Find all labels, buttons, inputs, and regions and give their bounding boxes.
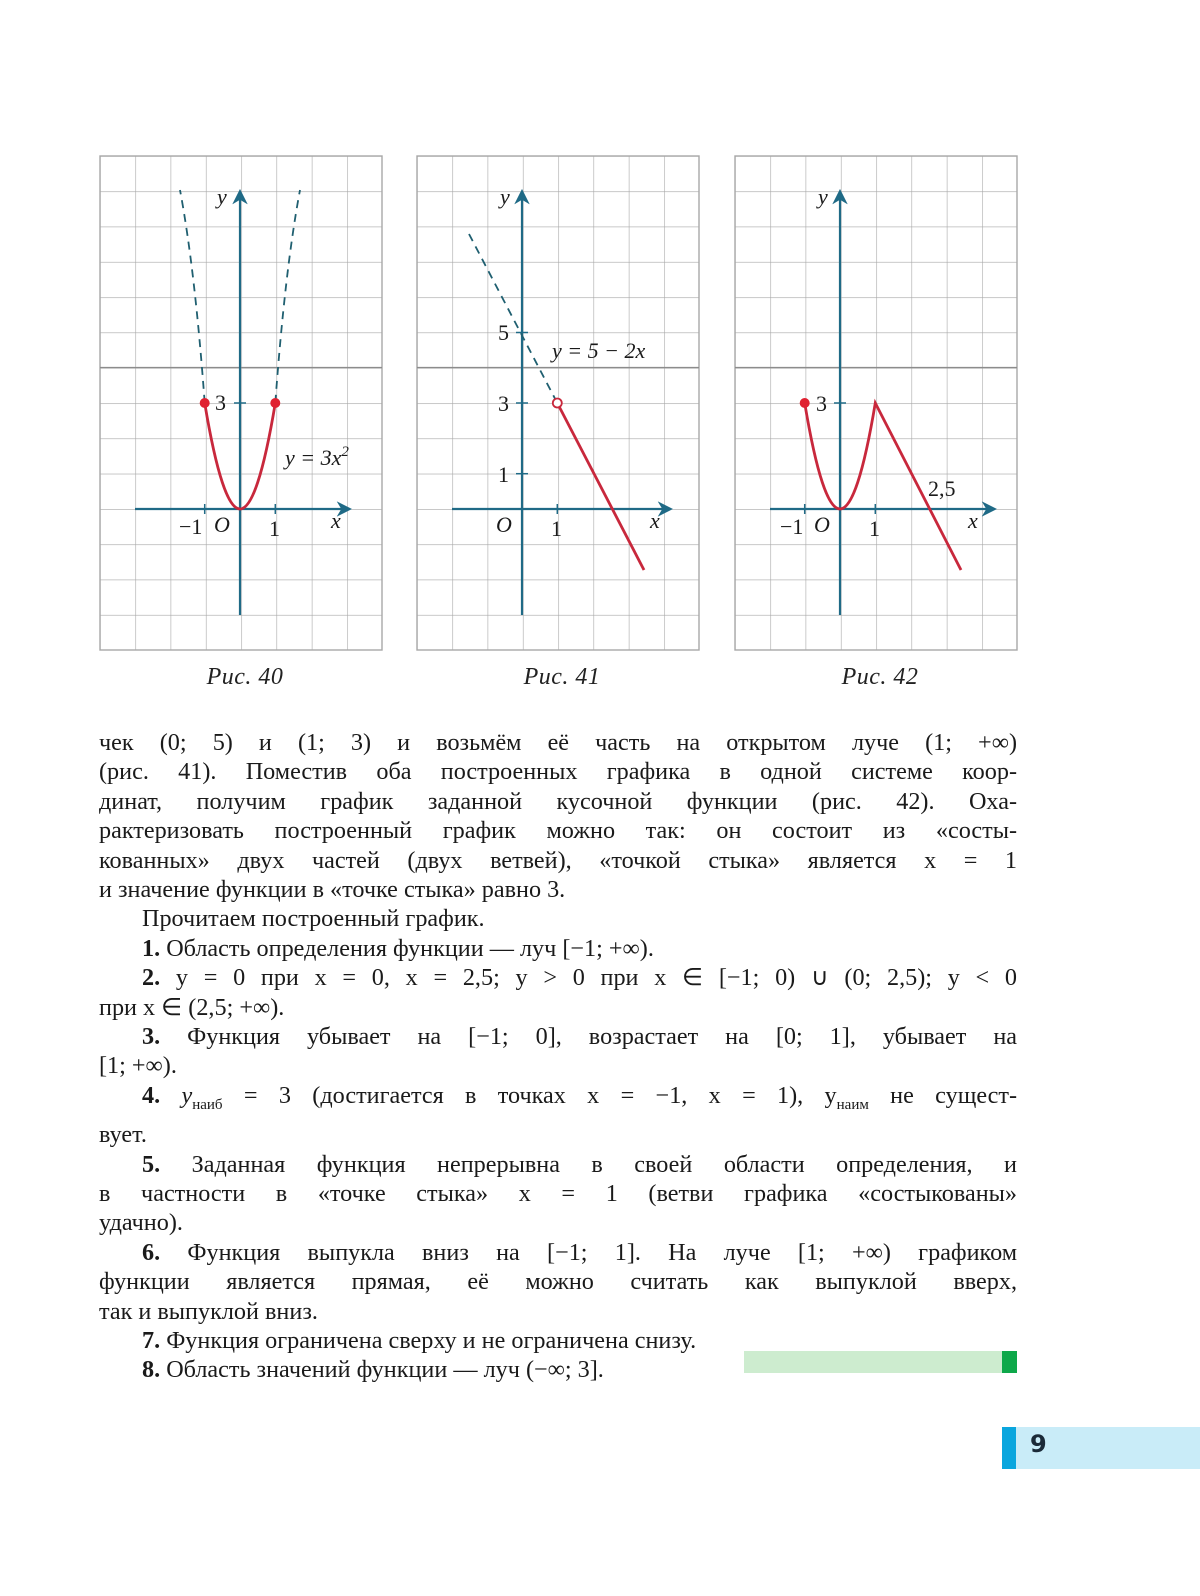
tick-label-y3: 3 — [816, 391, 827, 416]
tick-label-y3: 3 — [215, 390, 226, 415]
x-axis-label: x — [968, 508, 978, 533]
open-point — [553, 399, 562, 408]
endpoint-left — [200, 398, 210, 408]
figure-41-graph — [412, 150, 712, 660]
list-item-2-cont: при x ∈ (2,5; +∞). — [99, 993, 285, 1021]
tick-label-x1: 1 — [869, 516, 880, 541]
tick-label-x1: 1 — [269, 516, 280, 541]
formula-label: $y = 3x^2$ — [285, 444, 349, 470]
read-intro: Прочитаем построенный график. — [142, 905, 485, 933]
page-number-tab-edge — [1002, 1427, 1016, 1469]
figure-40-graph — [95, 150, 395, 660]
figure-41 — [412, 150, 712, 660]
origin-label: O — [814, 512, 830, 537]
list-item-8: 8. Область значений функции — луч (−∞; 3]. — [142, 1356, 604, 1384]
list-item-3: 3. Функция убывает на [−1; 0], возрастает на [0; 1], убывает на — [142, 1023, 1017, 1051]
section-end-bar — [744, 1351, 1002, 1373]
list-item-7: 7. Функция ограничена сверху и не ограничена снизу. — [142, 1326, 697, 1354]
list-item-5-cont: удачно). — [99, 1209, 183, 1237]
page-number: 9 — [1030, 1430, 1047, 1458]
text-line: чек (0; 5) и (1; 3) и возьмём её часть на открытом луче (1; +∞) — [99, 729, 1017, 756]
list-item-6: 6. Функция выпукла вниз на [−1; 1]. На луче [1; +∞) графиком — [142, 1238, 1018, 1266]
figure-40 — [95, 150, 395, 660]
tick-label-xneg1: −1 — [179, 514, 203, 539]
formula-label: y = 5 − 2x — [552, 338, 646, 363]
figure-42-graph — [730, 150, 1030, 660]
y-axis-label: y — [818, 184, 828, 209]
tick-label-xneg1: −1 — [780, 514, 804, 539]
endpoint-right — [270, 398, 280, 408]
body-text — [99, 728, 1017, 1385]
caption-fig40: Рис. 40 — [206, 664, 284, 690]
list-item-2: 2. y = 0 при x = 0, x = 2,5; y > 0 при x ∈ [−1; 0) ∪ (0; 2,5); y < 0 — [142, 964, 1018, 992]
text-line: и значение функции в «точке стыка» равно 3. — [99, 876, 566, 904]
origin-label: O — [496, 512, 512, 537]
y-axis-label: y — [500, 184, 510, 209]
caption-fig41: Рис. 41 — [523, 664, 601, 690]
list-item-3-cont: [1; +∞). — [99, 1052, 177, 1080]
text-line: (рис. 41). Поместив оба построенных графика в одной системе коор- — [99, 758, 1017, 786]
figure-42 — [730, 150, 1030, 660]
list-item-1: 1. Область определения функции — луч [−1; +∞). — [142, 934, 654, 962]
x-axis-label: x — [650, 508, 660, 533]
tick-label-y1: 1 — [498, 462, 509, 487]
list-item-6-cont: так и выпуклой вниз. — [99, 1297, 318, 1325]
tick-label-x1: 1 — [551, 516, 562, 541]
text-line: кованных» двух частей (двух ветвей), «точкой стыка» является x = 1 — [99, 846, 1017, 874]
section-end-marker — [1002, 1351, 1017, 1373]
text-line: рактеризовать построенный график можно так: он состоит из «состы- — [99, 817, 1017, 845]
y-axis-label: y — [217, 184, 227, 209]
tick-label-y3: 3 — [498, 391, 509, 416]
list-item-5-cont: в частности в «точке стыка» x = 1 (ветви графика «состыкованы» — [99, 1179, 1017, 1207]
text-line: динат, получим график заданной кусочной функции (рис. 42). Оха- — [99, 787, 1017, 815]
caption-fig42: Рис. 42 — [841, 664, 919, 690]
x-axis-label: x — [331, 508, 341, 533]
tick-label-y5: 5 — [498, 320, 509, 345]
list-item-5: 5. Заданная функция непрерывна в своей области определения, и — [142, 1150, 1017, 1178]
tick-label-x2-5: 2,5 — [928, 476, 956, 501]
list-item-4-cont: вует. — [99, 1121, 147, 1149]
list-item-4: 4. $y_{наиб} = 3$ (достигается в точках x = −1, x = 1), $y_{наим}$ не сущест- — [142, 1081, 1018, 1113]
list-item-6-cont: функции является прямая, её можно считать как выпуклой вверх, — [99, 1268, 1017, 1296]
endpoint-left — [800, 398, 810, 408]
origin-label: O — [214, 512, 230, 537]
